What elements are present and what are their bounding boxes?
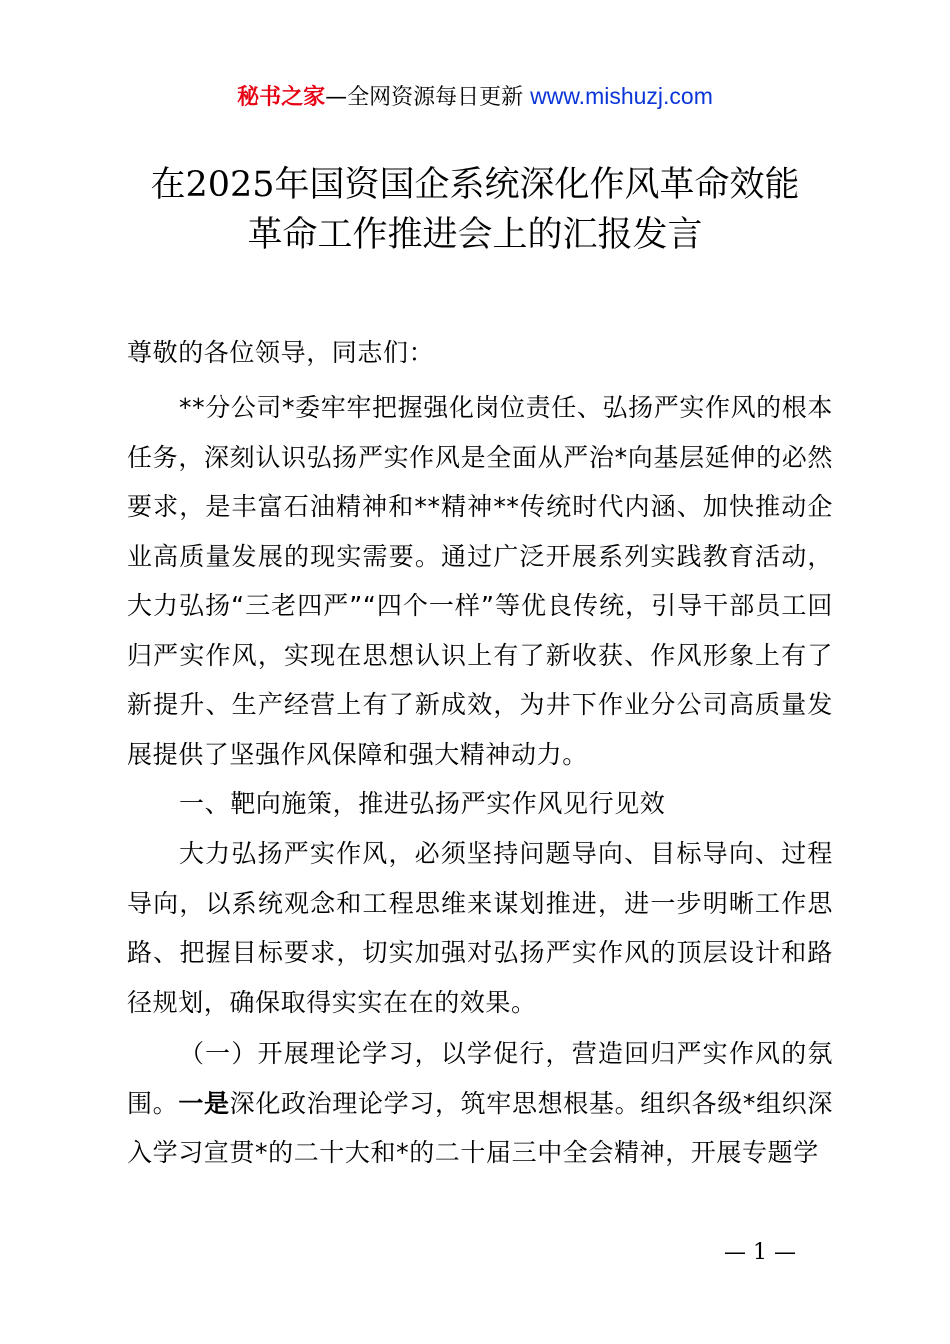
paragraph-intro: **分公司*委牢牢把握强化岗位责任、弘扬严实作风的根本任务，深刻认识弘扬严实作风是全面从严治*向基层延伸的必然要求，是丰富石油精神和**精神**传统时代内涵、加快推动企业高质量发展的现实需要。通过广泛开展系列实践教育活动，大力弘扬“三老四严”“四个一样”等优良传统，引导干部员工回归严实作风，实现在思想认识上有了新收获、作风形象上有了新提升、生产经营上有了新成效，为井下作业分公司高质量发展提供了坚强作风保障和强大精神动力。: [127, 393, 833, 769]
site-brand: 秘书之家: [237, 85, 326, 110]
title-line-2: 革命工作推进会上的汇报发言: [247, 215, 703, 255]
title-line-1: 在2025年国资国企系统深化作风革命效能: [150, 165, 800, 205]
site-tagline: —全网资源每日更新: [325, 85, 531, 110]
subsection-lead: （一）开展理论学习，以学促行，营造回归严实作风的氛围。: [127, 1039, 833, 1118]
salutation: 尊敬的各位领导，同志们：: [127, 338, 435, 367]
site-url-link[interactable]: www.mishuzj.com: [530, 83, 713, 109]
subsection-emphasis: 一是: [178, 1088, 230, 1118]
paragraph-subsection-1: [127, 1029, 833, 1178]
site-header: [0, 80, 950, 114]
section-heading-1: 一、靶向施策，推进弘扬严实作风见行见效: [179, 789, 666, 818]
subsection-text: 深化政治理论学习，筑牢思想根基。组织各级*组织深入学习宣贯*的二十大和*的二十届三中全会精神，开展专题学: [127, 1088, 833, 1167]
document-title: [60, 160, 890, 260]
page-number: — 1 —: [724, 1240, 796, 1265]
paragraph-section-1: 大力弘扬严实作风，必须坚持问题导向、目标导向、过程导向，以系统观念和工程思维来谋划推进，进一步明晰工作思路、把握目标要求，切实加强对弘扬严实作风的顶层设计和路径规划，确保取得实实在在的效果。: [127, 839, 833, 1017]
